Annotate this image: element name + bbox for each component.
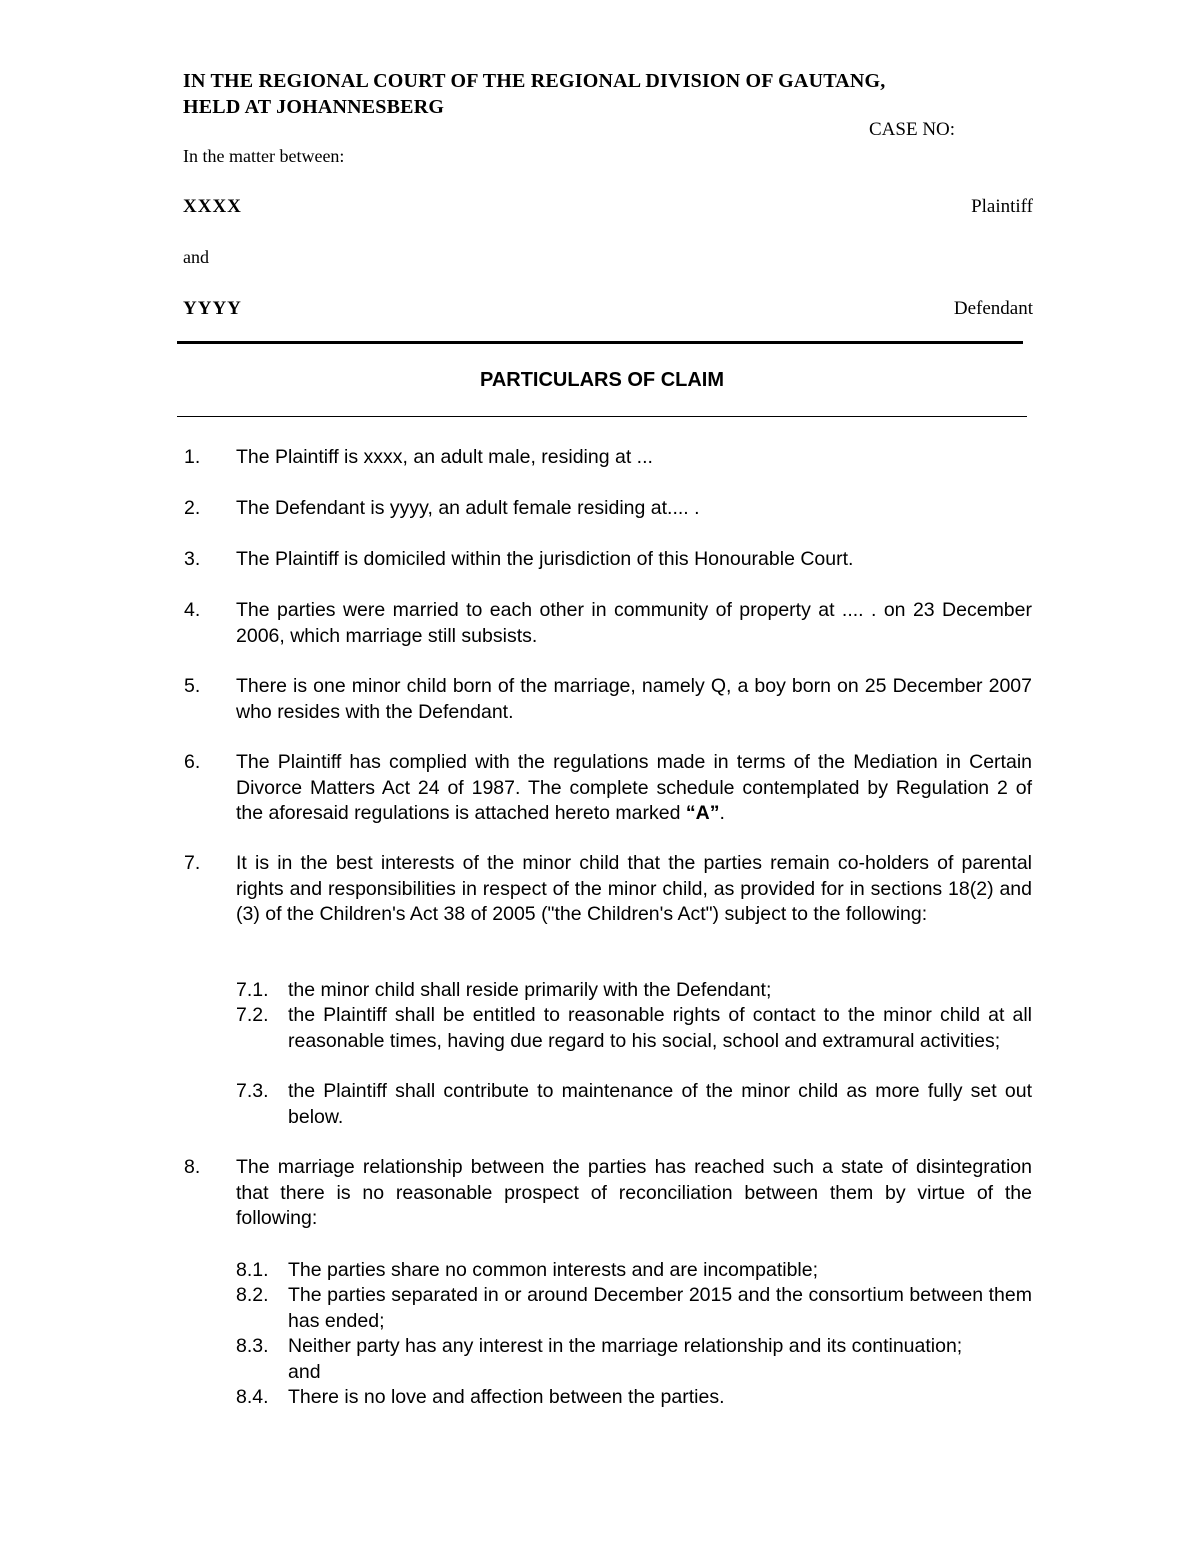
subparagraph-7-1	[236, 978, 1032, 1004]
paragraph-7	[184, 851, 1032, 928]
subparagraph-number: 7.3.	[236, 1080, 269, 1102]
court-heading-line-1: IN THE REGIONAL COURT OF THE REGIONAL DIVISION OF GAUTANG,	[183, 70, 886, 92]
paragraph-3	[184, 547, 1032, 573]
paragraph-2	[184, 496, 1032, 522]
matter-between-label: In the matter between:	[183, 146, 345, 166]
paragraph-number: 2.	[184, 497, 201, 519]
paragraph-number: 3.	[184, 548, 201, 570]
paragraph-1	[184, 445, 1032, 471]
subparagraph-text: There is no love and affection between the parties.	[288, 1386, 725, 1408]
plaintiff-name: XXXX	[183, 196, 242, 217]
paragraph-number: 1.	[184, 446, 201, 468]
subparagraph-number: 7.1.	[236, 979, 269, 1001]
court-heading	[183, 68, 1043, 120]
paragraph-8	[184, 1155, 1032, 1232]
subparagraph-7-3	[236, 1079, 1032, 1130]
paragraph-number: 5.	[184, 675, 201, 697]
document-title: PARTICULARS OF CLAIM	[479, 369, 725, 391]
paragraph-text: The Plaintiff is domiciled within the jurisdiction of this Honourable Court.	[236, 548, 854, 570]
subparagraph-text: The parties share no common interests and are incompatible;	[288, 1259, 819, 1281]
paragraph-text: The Plaintiff has complied with the regulations made in terms of the Mediation in Certain Divorce Matters Act 24 of 1987. The complete schedule contemplated by Regulation 2 of the aforesaid regulations is attached hereto marked “A”.	[236, 751, 1032, 824]
subparagraph-text: the Plaintiff shall be entitled to reasonable rights of contact to the minor child at all reasonable times, having due regard to his social, school and extramural activities;	[288, 1004, 1032, 1052]
paragraph-number: 7.	[184, 852, 201, 874]
paragraph-number: 4.	[184, 599, 201, 621]
paragraph-text: The Plaintiff is xxxx, an adult male, residing at ...	[236, 446, 653, 468]
paragraph-6	[184, 750, 1032, 827]
case-number-label: CASE NO:	[869, 119, 956, 140]
subparagraph-text: The parties separated in or around December 2015 and the consortium between them has ended;	[288, 1284, 1032, 1332]
defendant-role: Defendant	[953, 298, 1033, 319]
subparagraph-8-4	[236, 1385, 1032, 1411]
subparagraph-8-3	[236, 1334, 1032, 1385]
subparagraph-number: 8.2.	[236, 1284, 269, 1306]
and-word: and	[183, 247, 209, 267]
annexure-mark: “A”	[685, 802, 720, 824]
court-heading-line-2: HELD AT JOHANNESBERG	[183, 96, 445, 118]
paragraph-text: The Defendant is yyyy, an adult female residing at.... .	[236, 497, 700, 519]
subparagraph-number: 7.2.	[236, 1004, 269, 1026]
subparagraph-8-2	[236, 1283, 1032, 1334]
subparagraph-text: the minor child shall reside primarily with the Defendant;	[288, 979, 772, 1001]
plaintiff-role: Plaintiff	[971, 196, 1033, 217]
paragraph-number: 6.	[184, 751, 201, 773]
paragraph-text: It is in the best interests of the minor child that the parties remain co-holders of parental rights and responsibilities in respect of the minor child, as provided for in sections 18(2) and (3) of the Children's Act 38 of 2005 ("the Children's Act") subject to the following:	[236, 852, 1032, 925]
defendant-name: YYYY	[183, 298, 242, 319]
paragraph-4	[184, 598, 1032, 649]
divider-thin	[177, 416, 1027, 417]
subparagraph-number: 8.3.	[236, 1335, 269, 1357]
paragraph-number: 8.	[184, 1156, 201, 1178]
paragraph-5	[184, 674, 1032, 725]
divider-thick	[177, 341, 1023, 344]
subparagraph-8-1	[236, 1258, 1032, 1284]
paragraph-text: The parties were married to each other in community of property at .... . on 23 December 2006, which marriage still subsists.	[236, 599, 1032, 647]
subparagraph-number: 8.4.	[236, 1386, 269, 1408]
paragraph-text: There is one minor child born of the marriage, namely Q, a boy born on 25 December 2007 who resides with the Defendant.	[236, 675, 1032, 723]
subparagraph-text: the Plaintiff shall contribute to maintenance of the minor child as more fully set out below.	[288, 1080, 1032, 1128]
paragraph-text: The marriage relationship between the parties has reached such a state of disintegration that there is no reasonable prospect of reconciliation between them by virtue of the following:	[236, 1156, 1032, 1229]
subparagraph-text: Neither party has any interest in the marriage relationship and its continuation; and	[288, 1335, 963, 1383]
subparagraph-7-2	[236, 1003, 1032, 1054]
subparagraph-number: 8.1.	[236, 1259, 269, 1281]
